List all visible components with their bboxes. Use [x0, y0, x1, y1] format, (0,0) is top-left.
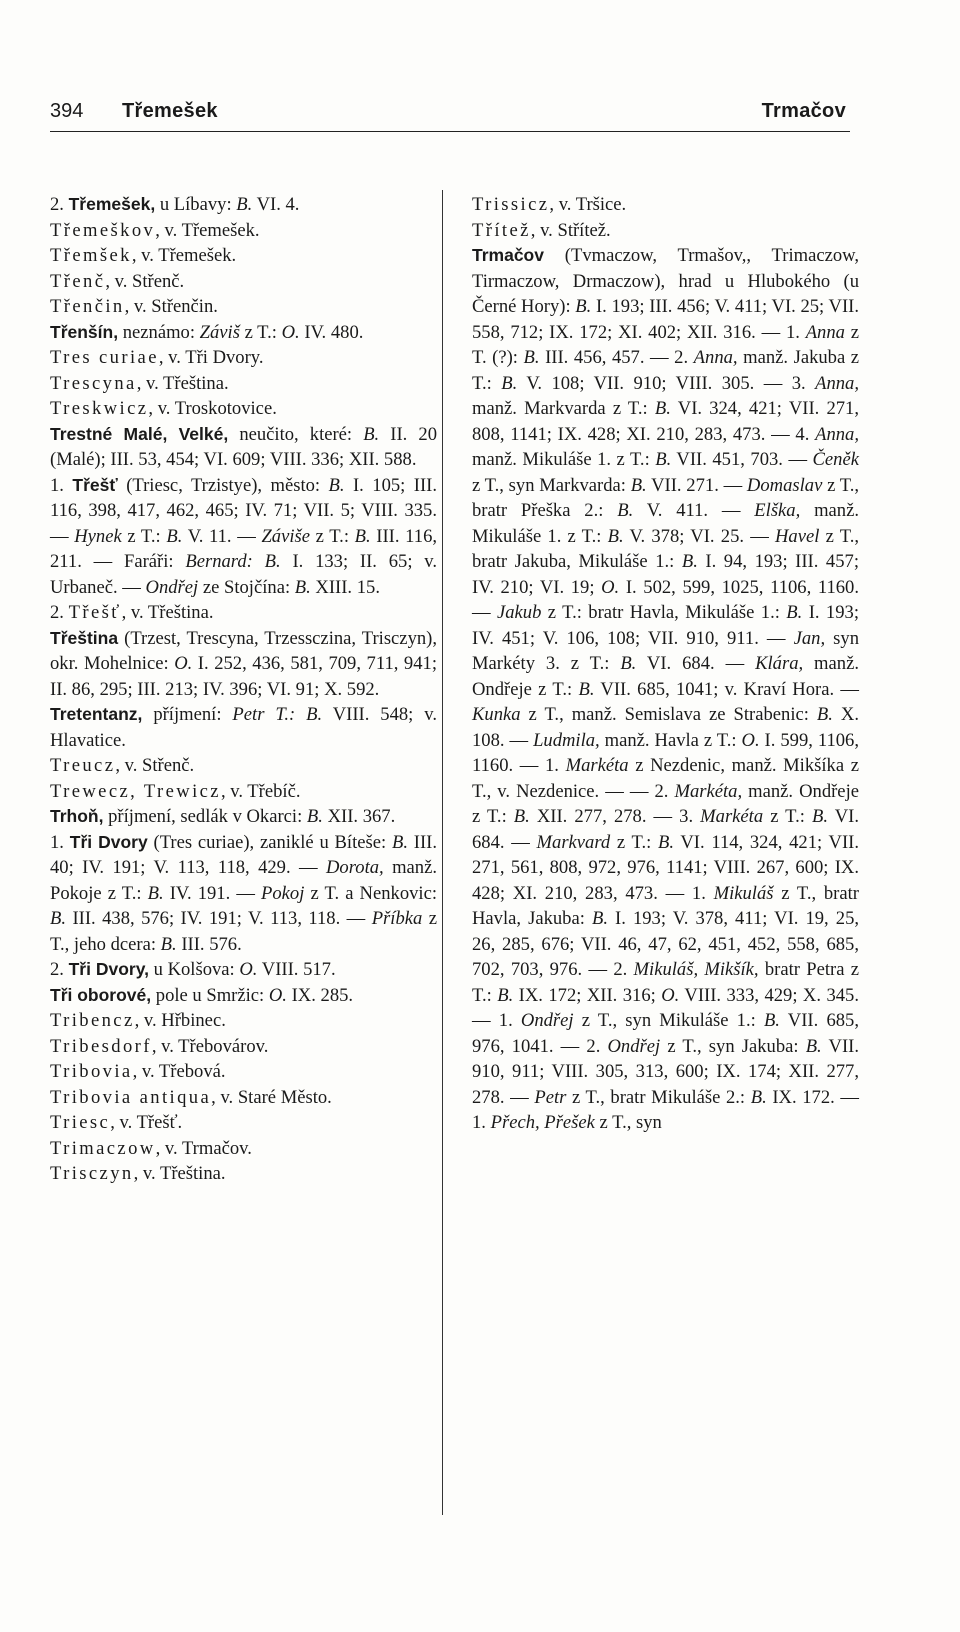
entry-text	[253, 551, 265, 572]
entry-text: I. 193; III. 456; V. 411; VI. 25; VII. 558, 712; IX. 172; XI. 402; XII. 316. — 1.	[472, 296, 859, 343]
index-entry	[50, 269, 437, 295]
entry-text: u Líbavy:	[155, 194, 237, 215]
entry-text: z Nezdenic, manž. Mikšíka z T., v. Nezdenice. — — 2.	[472, 755, 859, 802]
entry-variant-form: Trimaczow	[50, 1137, 156, 1159]
entry-text: z T., syn Jakuba:	[660, 1035, 806, 1057]
entry-text: I. 105; III. 116, 398, 417, 462, 465; IV. 71; VII. 5; VIII. 335. —	[50, 474, 437, 547]
index-entry	[50, 600, 437, 626]
entry-variant-form: Tres curiae	[50, 347, 159, 368]
entry-headword: Trestné Malé, Velké,	[50, 423, 229, 444]
page-number: 394	[50, 100, 84, 122]
entry-text: z T., jeho dcera:	[50, 908, 437, 955]
index-entry	[50, 1085, 437, 1111]
entry-text: syn Markéty 3. z T.:	[472, 627, 859, 674]
entry-person-name: Čeněk	[812, 449, 859, 470]
entry-text: V. 108; VII. 910; VIII. 305. — 3.	[517, 372, 816, 394]
entry-person-name: Jakub	[496, 602, 542, 623]
entry-person-name: B.	[354, 525, 371, 547]
entry-person-name: Anna,	[815, 423, 859, 445]
entry-text: manž. Mikuláše 1. z T.:	[472, 449, 656, 470]
entry-text: , v. Třemešek.	[131, 245, 237, 266]
index-entry	[50, 371, 437, 397]
header-rule	[50, 131, 850, 132]
entry-text: VII. 271. —	[646, 474, 747, 496]
entry-text: ze Stojčína:	[198, 576, 295, 598]
index-entry	[50, 473, 437, 601]
entry-text: IV. 480.	[299, 321, 364, 343]
header-first-entry: Třemešek	[122, 100, 218, 122]
entry-text: , v. Třebíč.	[220, 780, 301, 802]
entry-text: pole u Smržic:	[151, 984, 269, 1006]
left-column	[50, 192, 437, 1187]
entry-headword: Třešť	[72, 474, 118, 495]
entry-text: VIII. 333, 429; X. 345. — 1.	[472, 984, 859, 1031]
entry-text: IV. 191. —	[163, 882, 262, 904]
entry-headword: Třeština	[50, 627, 119, 648]
entry-person-name: B.	[328, 474, 345, 496]
entry-text: V. 378; VI. 25. —	[623, 525, 775, 547]
entry-person-name: B.	[497, 984, 514, 1006]
entry-text: z T. a Nenkovic:	[304, 882, 437, 904]
entry-text: (Tvmaczow, Trmašov,, Trimaczow, Tirmaczow, Drmaczow), hrad u Hlubokého (u Černé Hory):	[472, 245, 859, 317]
entry-text: VII. 685, 1041; v. Kraví Hora. —	[594, 678, 859, 700]
entry-variant-form: Třenč	[50, 270, 106, 292]
entry-text: manž. Ondřeje z T.:	[472, 653, 859, 700]
entry-person-name: O.	[268, 984, 287, 1006]
entry-text: , v. Tršice.	[549, 194, 627, 215]
entry-variant-form: Třítež	[472, 219, 531, 241]
entry-person-name: Markéta	[565, 755, 629, 776]
entry-text: 1.	[50, 831, 70, 853]
entry-person-name: Ludmila,	[533, 729, 600, 751]
entry-text: 2.	[50, 602, 69, 623]
entry-text: z T., syn Mikuláše 1.:	[573, 1010, 764, 1031]
entry-person-name: Petr	[534, 1086, 567, 1108]
entry-person-name: B.	[816, 704, 833, 725]
entry-text: z T.:	[239, 321, 282, 343]
entry-person-name: B.	[681, 551, 698, 572]
entry-text: manž. Pokoje z T.:	[50, 857, 437, 904]
entry-text: , v. Třešť.	[110, 1112, 183, 1133]
entry-text: VIII. 548; v. Hlavatice.	[50, 704, 438, 751]
entry-text: VII. 685, 976, 1041. — 2.	[472, 1010, 859, 1057]
entry-headword: Trmačov	[472, 245, 544, 265]
entry-text: I. 599, 1106, 1160. — 1.	[472, 729, 859, 776]
header-last-entry: Trmačov	[761, 100, 846, 122]
entry-person-name: B.	[264, 551, 281, 572]
entry-variant-form: Triesc	[50, 1112, 111, 1133]
entry-person-name: O.	[281, 321, 300, 343]
entry-person-name: Elška,	[754, 500, 801, 521]
entry-person-name: Hynek	[74, 525, 122, 547]
entry-text: z T., manž. Semislava ze Strabenic:	[520, 704, 817, 725]
entry-person-name: O.	[661, 984, 680, 1006]
entry-text: z T. (?):	[472, 321, 859, 368]
entry-person-name: B.	[501, 372, 518, 394]
entry-person-name: B.	[50, 908, 67, 929]
entry-text: z T.:	[763, 806, 812, 827]
entry-text: I. 193; V. 378, 411; VI. 19, 25, 26, 285, 676; VII. 46, 47, 62, 451, 452, 558, 685, 702, 703, 976. — 2.	[472, 908, 860, 980]
index-entry	[50, 626, 437, 703]
entry-person-name: Havel	[775, 525, 820, 547]
entry-headword: Tři Dvory,	[68, 959, 149, 979]
entry-text: z T., syn Markvarda:	[472, 474, 631, 496]
entry-text: VI. 4.	[252, 194, 300, 215]
entry-headword: Tretentanz,	[50, 704, 143, 724]
entry-headword: Třemešek,	[68, 194, 156, 214]
entry-text: manž. Ondřeje z T.:	[472, 780, 859, 827]
entry-text: , v. Třebovárov.	[151, 1035, 269, 1057]
entry-text: (Tres curiae), zaniklé u Bíteše:	[147, 831, 392, 853]
entry-person-name: B.	[363, 423, 380, 445]
entry-text: 2.	[50, 194, 69, 215]
entry-text: I. 133; II. 65; v. Urbaneč. —	[50, 551, 438, 598]
entry-text: II. 20 (Malé); III. 53, 454; VI. 609; VIII. 336; XII. 588.	[50, 423, 437, 470]
entry-text: X. 108. —	[472, 704, 859, 751]
entry-headword: Trhoň,	[50, 806, 104, 826]
entry-person-name: B.	[591, 908, 608, 929]
entry-text: manž. Jakuba z T.:	[472, 347, 860, 394]
entry-text: , v. Hřbinec.	[134, 1010, 226, 1031]
entry-person-name: Jan,	[793, 627, 826, 649]
entry-text: , v. Třeština.	[136, 372, 229, 394]
entry-person-name: B.	[763, 1010, 780, 1031]
entry-text: , v. Třeština.	[133, 1163, 226, 1184]
entry-text: z T.: bratr Havla, Mikuláše 1.:	[541, 602, 787, 623]
entry-person-name: B.	[805, 1035, 822, 1057]
index-entry	[50, 779, 437, 805]
entry-person-name: B.	[655, 449, 672, 470]
entry-text: I. 94, 193; III. 457; IV. 210; VI. 19;	[472, 551, 859, 598]
entry-text: III. 40; IV. 191; V. 113, 118, 429. —	[50, 831, 438, 878]
entry-text: IX. 172. — 1.	[472, 1086, 859, 1133]
entry-person-name: Ondřej	[520, 1010, 574, 1031]
entry-text: , v. Troskotovice.	[148, 398, 277, 419]
entry-text: z T., bratr Havla, Jakuba:	[472, 882, 859, 929]
entry-person-name: B.	[620, 653, 637, 674]
entry-text: IX. 285.	[286, 984, 354, 1006]
entry-person-name: Mikuláš	[713, 882, 774, 904]
index-entry	[50, 294, 437, 320]
entry-text: , v. Třeština.	[121, 602, 214, 623]
entry-text: z T., bratr Jakuba, Mikuláše 1.:	[472, 525, 859, 572]
entry-person-name: Petr T.: B.	[232, 704, 323, 725]
entry-text: VI. 114, 324, 421; VII. 271, 561, 808, 972, 976, 1141; VIII. 267, 600; IX. 428; XI. 210, 283, 473. — 1.	[472, 831, 859, 904]
entry-text: VII. 451, 703. —	[671, 449, 813, 470]
entry-variant-form: Třenčin	[50, 296, 125, 317]
entry-text: , v. Střenč.	[115, 755, 195, 776]
entry-headword: Třenšín,	[50, 321, 119, 342]
entry-text: z T., syn	[594, 1112, 662, 1133]
entry-text: XII. 367.	[322, 806, 396, 827]
index-entry	[50, 830, 437, 958]
entry-person-name: Přech, Přešek	[490, 1112, 595, 1133]
entry-person-name: Klára,	[755, 653, 804, 674]
entry-text: z T., bratr Přeška 2.:	[472, 474, 859, 521]
entry-text: III. 456, 457. — 2.	[539, 347, 694, 368]
entry-person-name: Kunka	[472, 704, 521, 725]
index-entry	[50, 218, 437, 244]
entry-text: IX. 172; XII. 316;	[513, 984, 662, 1006]
entry-text: bratr Petra z T.:	[472, 959, 859, 1006]
entry-text: manž. Markvarda z T.:	[472, 398, 655, 419]
entry-person-name: B.	[630, 474, 647, 496]
entry-variant-form: Trissicz	[472, 194, 550, 215]
entry-text: VI. 684. —	[636, 653, 756, 674]
entry-person-name: B.	[391, 831, 408, 853]
entry-text: , v. Trmačov.	[155, 1137, 252, 1159]
index-entry	[50, 753, 437, 779]
entry-person-name: Markéta	[700, 806, 764, 827]
running-header	[50, 96, 846, 136]
entry-person-name: Bernard:	[185, 551, 253, 572]
entry-person-name: B.	[578, 678, 595, 700]
entry-text: neučito, které:	[228, 423, 364, 445]
entry-person-name: B.	[786, 602, 803, 623]
entry-variant-form: Trewecz, Trewicz	[50, 780, 221, 802]
entry-text: (Triesc, Trzistye), město:	[117, 474, 329, 496]
index-entry	[50, 320, 437, 346]
entry-text: příjmení, sedlák v Okarci:	[103, 806, 307, 827]
index-entry	[50, 345, 437, 371]
entry-text: I. 193; IV. 451; V. 106, 108; VII. 910, 911. —	[472, 602, 859, 649]
entry-text: příjmení:	[142, 704, 233, 725]
entry-person-name: Markvard	[536, 831, 611, 853]
entry-text: III. 576.	[176, 933, 242, 955]
entry-variant-form: Tribovia	[50, 1061, 133, 1082]
entry-text: u Kolšova:	[148, 959, 240, 980]
entry-person-name: B.	[750, 1086, 767, 1108]
entry-text: manž. Havla z T.:	[599, 729, 742, 751]
entry-person-name: B.	[513, 806, 530, 827]
entry-person-name: Anna	[805, 321, 845, 343]
entry-text: , v. Třemešek.	[155, 219, 260, 241]
entry-person-name: Záviš	[199, 321, 240, 343]
entry-person-name: O.	[741, 729, 760, 751]
entry-text: , v. Střítež.	[530, 219, 611, 241]
entry-headword: Tři oborové,	[50, 984, 152, 1005]
entry-variant-form: Třemeškov	[50, 219, 156, 241]
entry-text: z T.:	[610, 831, 658, 853]
entry-text: , v. Staré Město.	[211, 1086, 332, 1108]
column-divider	[442, 190, 443, 1515]
entry-text: I. 252, 436, 581, 709, 711, 941; II. 86, 295; III. 213; IV. 396; VI. 91; X. 592.	[50, 653, 437, 700]
entry-person-name: Anna,	[693, 347, 738, 368]
entry-text: VI. 684. —	[472, 806, 859, 853]
entry-person-name: B.	[236, 194, 253, 215]
index-entry	[50, 243, 437, 269]
entry-text: XII. 277, 278. — 3.	[529, 806, 701, 827]
entry-text: , v. Tři Dvory.	[158, 347, 264, 368]
index-entry	[50, 1110, 437, 1136]
entry-text: (Trzest, Trescyna, Trzessczina, Trisczyn), okr. Mohelnice:	[50, 627, 437, 674]
entry-person-name: O.	[174, 653, 193, 674]
entry-person-name: B.	[658, 831, 675, 853]
entry-variant-form: Tribovia antiqua	[50, 1086, 212, 1108]
entry-person-name: Ondřej	[607, 1035, 661, 1057]
entry-variant-form: Treskwicz	[50, 398, 149, 419]
index-entry	[472, 192, 859, 218]
entry-person-name: B.	[160, 933, 177, 955]
index-entry	[50, 957, 437, 983]
entry-text: V. 11. —	[182, 525, 262, 547]
index-entry	[472, 218, 859, 244]
index-entry	[472, 243, 859, 1136]
index-entry	[50, 702, 437, 753]
entry-person-name: O.	[601, 576, 620, 598]
entry-person-name: B.	[294, 576, 311, 598]
index-entry	[50, 1008, 437, 1034]
entry-person-name: B.	[523, 347, 540, 368]
entry-person-name: O.	[239, 959, 258, 980]
entry-person-name: Záviše	[261, 525, 310, 547]
index-entry	[50, 1161, 437, 1187]
index-entry	[50, 1034, 437, 1060]
entry-text: VIII. 517.	[257, 959, 336, 980]
entry-person-name: B.	[607, 525, 624, 547]
entry-person-name: Ondřej	[145, 576, 199, 598]
entry-person-name: B.	[147, 882, 164, 904]
entry-text: z T.:	[121, 525, 167, 547]
index-entry	[50, 1136, 437, 1162]
entry-person-name: Domaslav	[746, 474, 823, 496]
entry-text: 2.	[50, 959, 69, 980]
entry-text: , v. Střenčin.	[124, 296, 218, 317]
entry-person-name: B.	[575, 296, 592, 317]
entry-person-name: Pokoj	[261, 882, 305, 904]
index-entry	[50, 192, 437, 218]
entry-text: XIII. 15.	[310, 576, 380, 598]
entry-person-name: B.	[166, 525, 183, 547]
entry-person-name: Anna,	[815, 372, 859, 394]
entry-variant-form: Treucz	[50, 755, 116, 776]
entry-text: manž. Mikuláše 1. z T.:	[472, 500, 859, 547]
entry-text: , v. Střenč.	[105, 270, 185, 292]
entry-text: neznámo:	[118, 321, 200, 343]
entry-person-name: B.	[654, 398, 671, 419]
index-entry	[50, 1059, 437, 1085]
entry-person-name: B.	[812, 806, 829, 827]
entry-person-name: Markéta,	[674, 780, 743, 802]
index-entry	[50, 983, 437, 1009]
entry-person-name: Dorota,	[326, 857, 384, 878]
index-entry	[50, 422, 437, 473]
entry-variant-form: Tribesdorf	[50, 1035, 152, 1057]
entry-person-name: B.	[617, 500, 634, 521]
entry-text: V. 411. —	[633, 500, 755, 521]
entry-text: z T., bratr Mikuláše 2.:	[566, 1086, 751, 1108]
entry-variant-form: Trescyna	[50, 372, 137, 394]
entry-person-name: Mikuláš, Mikšík,	[633, 959, 759, 980]
entry-text: , v. Třebová.	[132, 1061, 226, 1082]
entry-text: I. 502, 599, 1025, 1106, 1160. —	[472, 576, 859, 623]
entry-headword: Tři Dvory	[69, 831, 148, 852]
entry-text: VII. 910, 911; VIII. 305, 313, 600; IX. 174; XII. 277, 278. —	[472, 1035, 859, 1108]
entry-variant-form: Třemšek	[50, 245, 132, 266]
entry-person-name: Příbka	[371, 908, 423, 929]
entry-text: 1.	[50, 474, 73, 496]
entry-text: III. 438, 576; IV. 191; V. 113, 118. —	[66, 908, 372, 929]
entry-variant-form: Tribencz	[50, 1010, 135, 1031]
entry-variant-form: Třešť	[68, 602, 122, 623]
entry-text: VI. 324, 421; VII. 271, 808, 1141; IX. 428; XI. 210, 283, 473. — 4.	[472, 398, 859, 445]
entry-text: III. 116, 211. — Faráři:	[50, 525, 438, 572]
entry-person-name: B.	[306, 806, 323, 827]
entry-variant-form: Trisczyn	[50, 1163, 134, 1184]
index-entry	[50, 804, 437, 830]
entry-text: z T.:	[310, 525, 355, 547]
right-column	[472, 192, 859, 1136]
index-entry	[50, 396, 437, 422]
